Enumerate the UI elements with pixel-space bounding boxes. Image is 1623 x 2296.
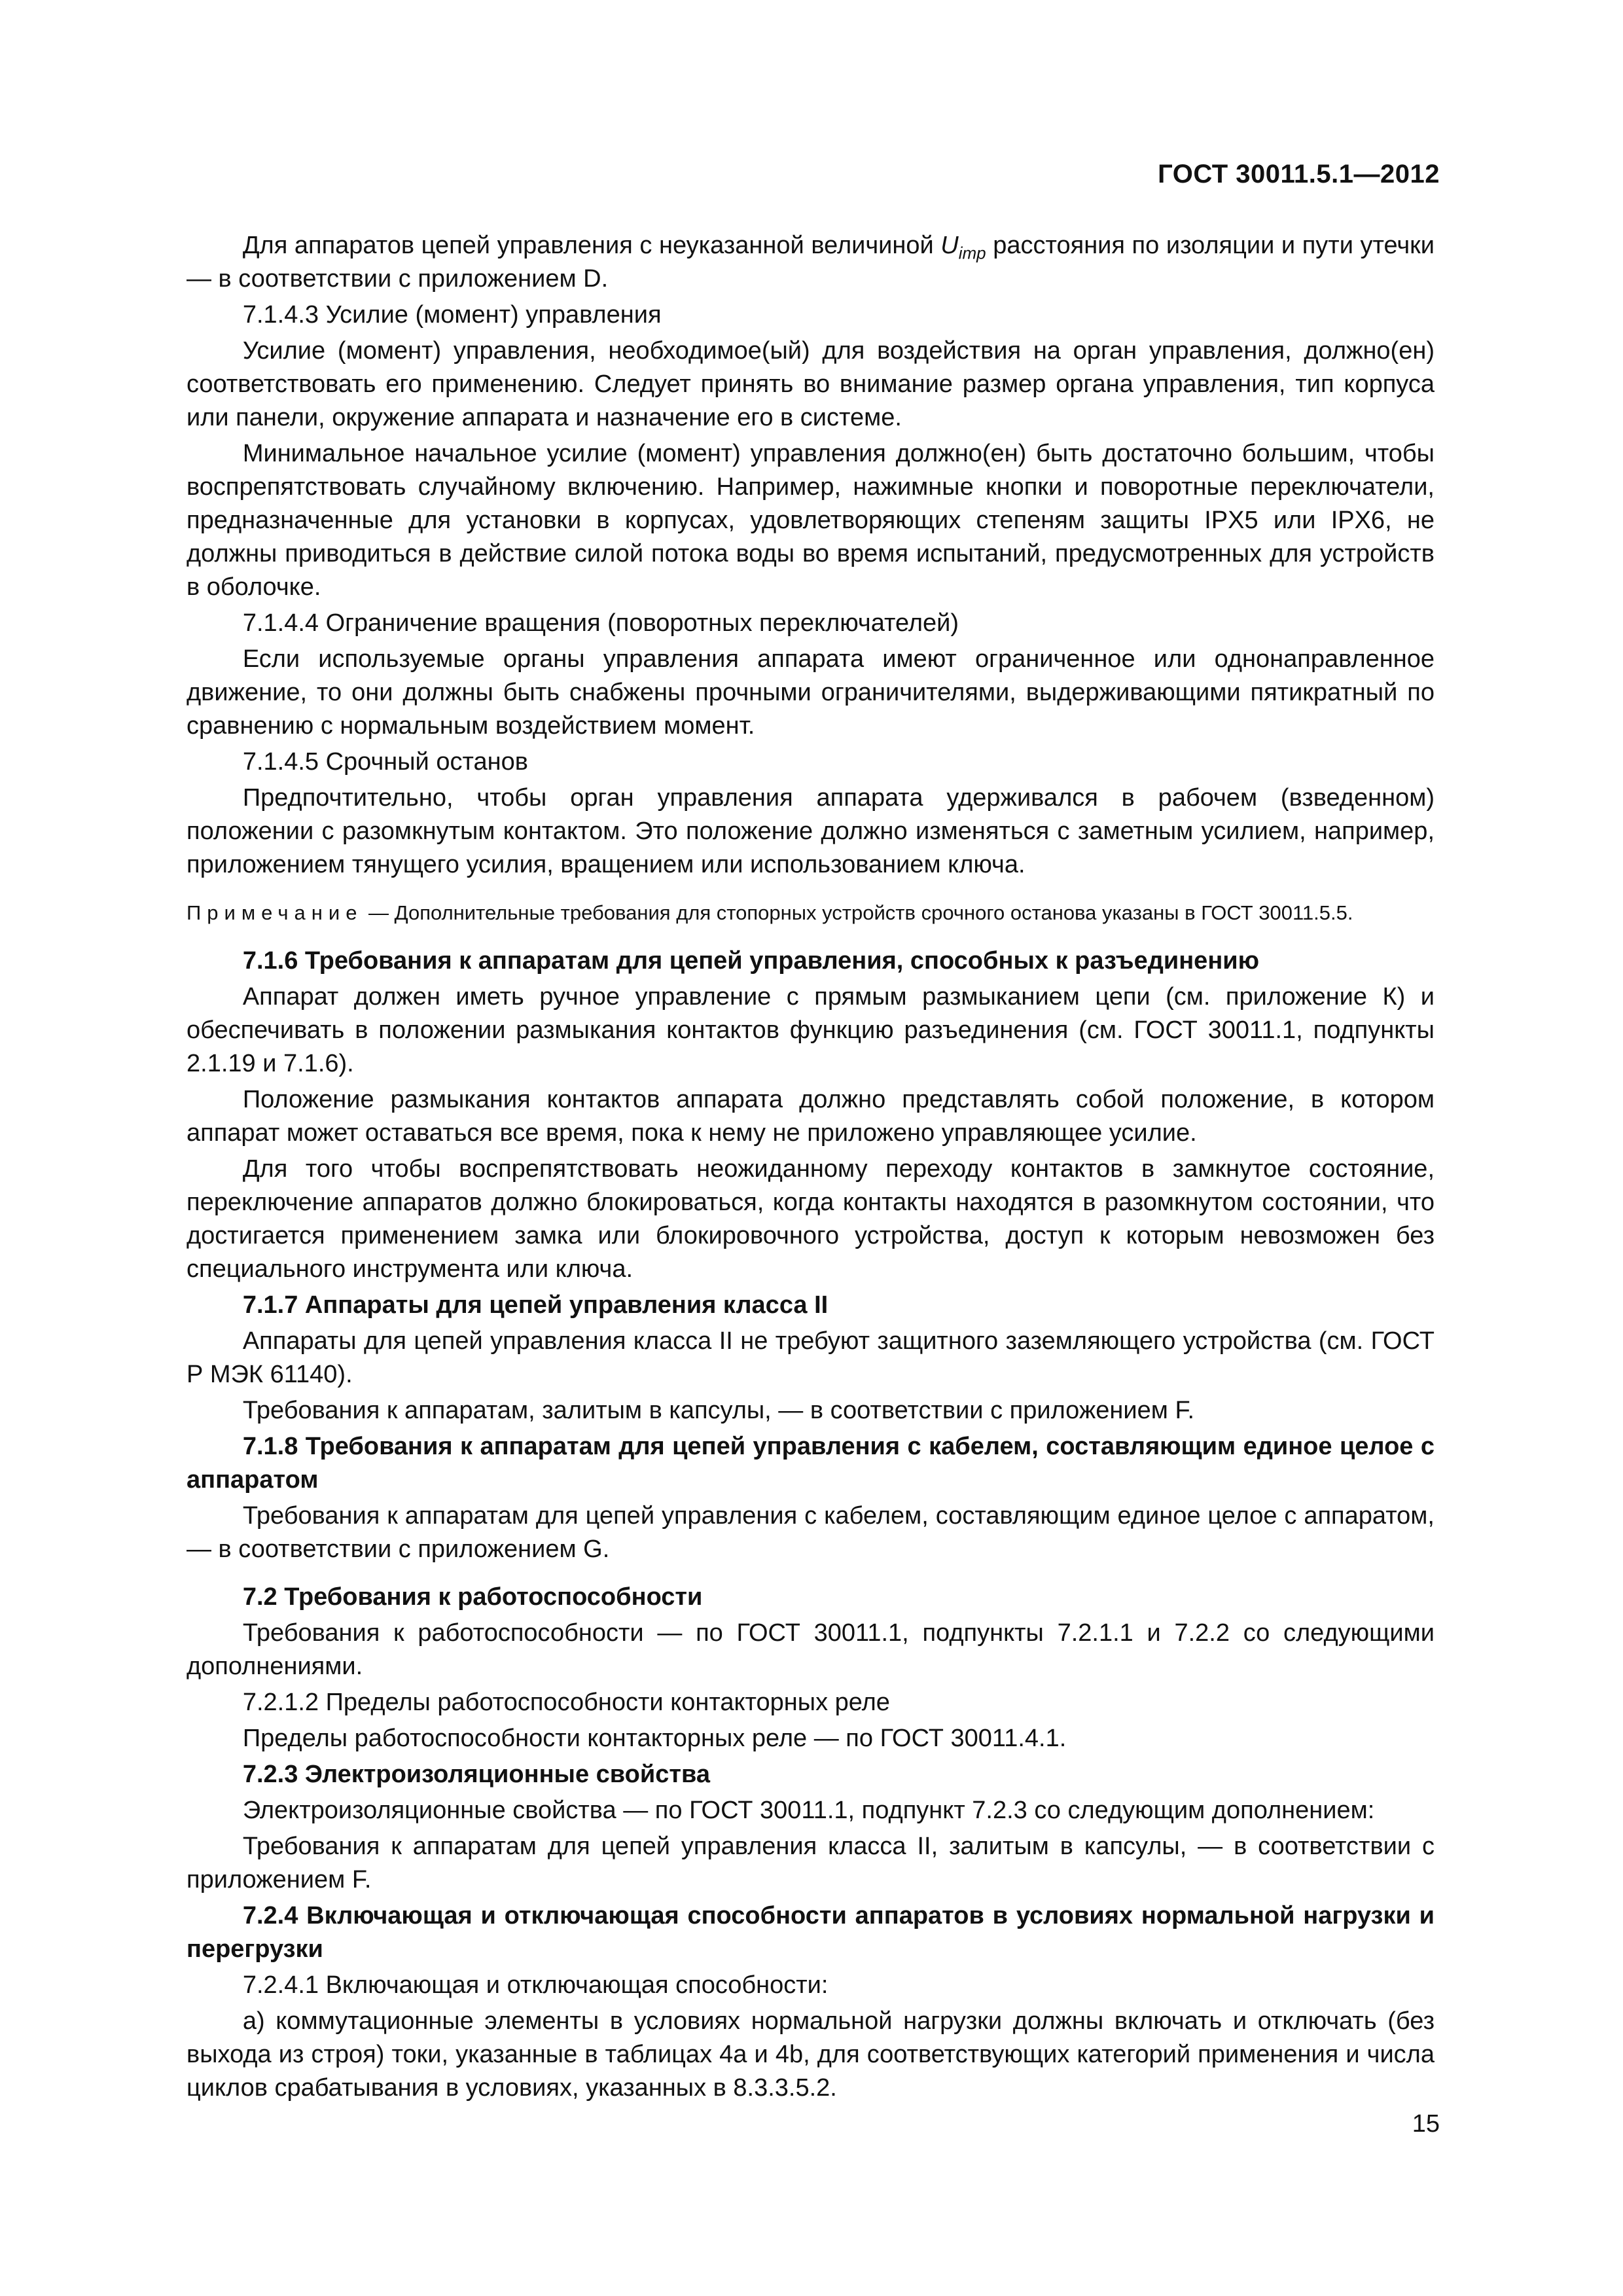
section-7-1-7-heading: 7.1.7 Аппараты для цепей управления класса II	[242, 1291, 829, 1319]
section-7-2-4-heading: 7.2.4 Включающая и отключающая способности аппаратов в условиях нормальной нагрузки и перегрузки	[187, 1902, 1435, 1963]
subsection-7-1-4-5-title: 7.1.4.5 Срочный останов	[242, 748, 528, 776]
paragraph-emergency-stop: Предпочтительно, чтобы орган управления аппарата удерживался в рабочем (взведенном) положении с разомкнутым контактом. Это положение должно изменяться с заметным усилием, например, приложением тянущего усилия, вращением или использованием ключа.	[187, 784, 1435, 878]
note-emergency-stop	[187, 899, 1435, 927]
paragraph-integral-cable: Требования к аппаратам для цепей управления с кабелем, составляющим единое целое с аппаратом, — в соответствии с приложением G.	[187, 1502, 1435, 1563]
page-number: 15	[1412, 2110, 1440, 2138]
section-7-1-6-heading: 7.1.6 Требования к аппаратам для цепей управления, способных к разъединению	[242, 947, 1260, 975]
paragraph-uimp	[187, 229, 1435, 296]
paragraph-rotation-limit: Если используемые органы управления аппарата имеют ограниченное или однонаправленное движение, то они должны быть снабжены прочными ограничителями, выдерживающими пятикратный по сравнению с нормальным воздействием момент.	[187, 645, 1435, 740]
paragraph-uimp-pre: Для аппаратов цепей управления с неуказанной величиной	[242, 232, 941, 259]
paragraph-dielectric: Электроизоляционные свойства — по ГОСТ 30011.1, подпункт 7.2.3 со следующим дополнением:	[242, 1797, 1375, 1824]
paragraph-performance: Требования к работоспособности — по ГОСТ 30011.1, подпункты 7.2.1.1 и 7.2.2 со следующими дополнениями.	[187, 1619, 1435, 1680]
paragraph-minimum-force: Минимальное начальное усилие (момент) управления должно(ен) быть достаточно большим, чтобы воспрепятствовать случайному включению. Например, нажимные кнопки и поворотные переключатели, предназначенные для установки в корпусах, удовлетворяющих степеням защиты IPX5 или IPX6, не должны приводиться в действие силой потока воды во время испытаний, предусмотренных для устройств в оболочке.	[187, 440, 1435, 601]
subsection-7-2-4-1-title: 7.2.4.1 Включающая и отключающая способности:	[242, 1971, 829, 1999]
paragraph-encapsulated: Требования к аппаратам, залитым в капсулы, — в соответствии с приложением F.	[242, 1397, 1195, 1424]
document-standard-number: ГОСТ 30011.5.1—2012	[1158, 160, 1440, 188]
paragraph-relay-limits: Пределы работоспособности контакторных реле — по ГОСТ 30011.4.1.	[242, 1725, 1067, 1752]
document-body	[187, 229, 1435, 2108]
subsection-7-2-1-2-title: 7.2.1.2 Пределы работоспособности контакторных реле	[242, 1689, 890, 1716]
paragraph-uimp-post: расстояния по изоляции и пути утечки — в соответствии с приложением D.	[187, 232, 1435, 293]
section-7-2-heading: 7.2 Требования к работоспособности	[242, 1583, 703, 1611]
note-text: — Дополнительные требования для стопорных устройств срочного останова указаны в ГОСТ 30011.5.5.	[363, 901, 1353, 924]
section-7-2-3-heading: 7.2.3 Электроизоляционные свойства	[242, 1761, 710, 1788]
uimp-subscript: imp	[958, 243, 986, 263]
section-7-1-8-heading: 7.1.8 Требования к аппаратам для цепей управления с кабелем, составляющим единое целое с аппаратом	[187, 1433, 1435, 1494]
paragraph-open-position: Положение размыкания контактов аппарата должно представлять собой положение, в котором аппарат может оставаться все время, пока к нему не приложено управляющее усилие.	[187, 1086, 1435, 1147]
paragraph-control-force: Усилие (момент) управления, необходимое(ый) для воздействия на орган управления, должно(ен) соответствовать его применению. Следует принять во внимание размер органа управления, тип корпуса или панели, окружение аппарата и назначение его в системе.	[187, 337, 1435, 431]
subsection-7-1-4-4-title: 7.1.4.4 Ограничение вращения (поворотных переключателей)	[242, 609, 959, 637]
paragraph-dielectric-class-ii: Требования к аппаратам для цепей управления класса II, залитым в капсулы, — в соответствии с приложением F.	[187, 1833, 1435, 1893]
paragraph-interlock: Для того чтобы воспрепятствовать неожиданному переходу контактов в замкнутое состояние, переключение аппаратов должно блокироваться, когда контакты находятся в разомкнутом состоянии, что достигается применением замка или блокировочного устройства, доступ к которым невозможен без специального инструмента или ключа.	[187, 1155, 1435, 1283]
note-label: Примечание	[187, 901, 363, 924]
paragraph-manual-control: Аппарат должен иметь ручное управление с прямым размыканием цепи (см. приложение К) и обеспечивать в положении размыкания контактов функцию разъединения (см. ГОСТ 30011.1, подпункты 2.1.19 и 7.1.6).	[187, 983, 1435, 1077]
subsection-7-1-4-3-title: 7.1.4.3 Усилие (момент) управления	[242, 301, 662, 329]
uimp-variable: U	[940, 232, 959, 259]
paragraph-class-ii: Аппараты для цепей управления класса II не требуют защитного заземляющего устройства (см. ГОСТ Р МЭК 61140).	[187, 1327, 1435, 1388]
paragraph-switching-elements: а) коммутационные элементы в условиях нормальной нагрузки должны включать и отключать (без выхода из строя) токи, указанные в таблицах 4а и 4b, для соответствующих категорий применения и числа циклов срабатывания в условиях, указанных в 8.3.3.5.2.	[187, 2007, 1435, 2102]
